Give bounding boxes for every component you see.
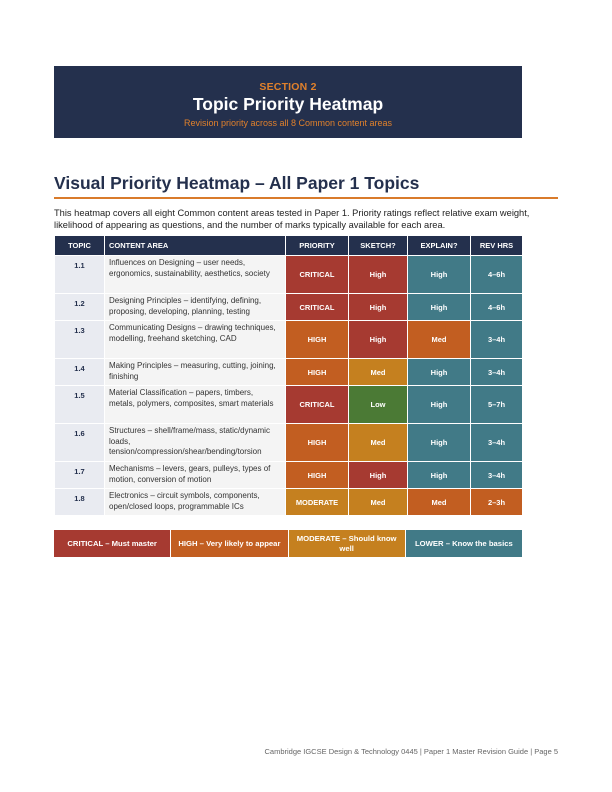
content-area: Designing Principles – identifying, defining, proposing, developing, planning, testing: [105, 294, 286, 321]
priority-cell: HIGH: [286, 424, 349, 462]
topic-number: 1.7: [55, 462, 105, 489]
rev-hrs-cell: 5–7h: [471, 386, 523, 424]
table-row: [55, 462, 523, 489]
explain-cell: High: [408, 359, 471, 386]
explain-cell: Med: [408, 489, 471, 516]
header-explain: EXPLAIN?: [408, 236, 471, 256]
sketch-cell: High: [349, 462, 408, 489]
rev-hrs-cell: 3–4h: [471, 359, 523, 386]
header-topic: TOPIC: [55, 236, 105, 256]
explain-cell: Med: [408, 321, 471, 359]
legend-high: HIGH – Very likely to appear: [171, 530, 288, 557]
explain-cell: High: [408, 294, 471, 321]
priority-cell: HIGH: [286, 321, 349, 359]
sketch-cell: Med: [349, 359, 408, 386]
explain-cell: High: [408, 424, 471, 462]
explain-cell: High: [408, 462, 471, 489]
sketch-cell: High: [349, 294, 408, 321]
priority-cell: CRITICAL: [286, 256, 349, 294]
sketch-cell: Med: [349, 489, 408, 516]
legend-moderate: MODERATE – Should know well: [289, 530, 406, 557]
content-area: Making Principles – measuring, cutting, joining, finishing: [105, 359, 286, 386]
table-row: [55, 489, 523, 516]
priority-legend: [54, 530, 522, 557]
topic-number: 1.3: [55, 321, 105, 359]
rev-hrs-cell: 4–6h: [471, 294, 523, 321]
priority-heatmap-table: [54, 235, 523, 516]
priority-cell: CRITICAL: [286, 386, 349, 424]
rev-hrs-cell: 3–4h: [471, 424, 523, 462]
table-row: [55, 321, 523, 359]
banner-title: Topic Priority Heatmap: [192, 94, 384, 114]
header-rev-hrs: REV HRS: [471, 236, 523, 256]
sketch-cell: High: [349, 256, 408, 294]
priority-cell: CRITICAL: [286, 294, 349, 321]
rev-hrs-cell: 3–4h: [471, 321, 523, 359]
table-header-row: [55, 236, 523, 256]
table-row: [55, 424, 523, 462]
topic-number: 1.6: [55, 424, 105, 462]
header-priority: PRIORITY: [286, 236, 349, 256]
topic-number: 1.1: [55, 256, 105, 294]
content-area: Influences on Designing – user needs, ergonomics, sustainability, aesthetics, society: [105, 256, 286, 294]
topic-number: 1.8: [55, 489, 105, 516]
priority-cell: MODERATE: [286, 489, 349, 516]
explain-cell: High: [408, 256, 471, 294]
table-row: [55, 386, 523, 424]
intro-paragraph: This heatmap covers all eight Common content areas tested in Paper 1. Priority ratings reflect relative exam weight, likelihood of appearing as questions, and the number of marks typically available for each area.: [54, 208, 530, 230]
content-area: Material Classification – papers, timbers, metals, polymers, composites, smart materials: [105, 386, 286, 424]
content-area: Mechanisms – levers, gears, pulleys, types of motion, conversion of motion: [105, 462, 286, 489]
page-footer: Cambridge IGCSE Design & Technology 0445 | Paper 1 Master Revision Guide | Page 5: [264, 747, 558, 756]
content-area: Structures – shell/frame/mass, static/dynamic loads, tension/compression/shear/bending/torsion: [105, 424, 286, 462]
table-row: [55, 294, 523, 321]
section-label: SECTION 2: [259, 81, 317, 93]
section-banner: [54, 66, 522, 138]
rev-hrs-cell: 4–6h: [471, 256, 523, 294]
topic-number: 1.5: [55, 386, 105, 424]
topic-number: 1.2: [55, 294, 105, 321]
topic-number: 1.4: [55, 359, 105, 386]
content-area: Electronics – circuit symbols, components, open/closed loops, programmable ICs: [105, 489, 286, 516]
sketch-cell: High: [349, 321, 408, 359]
rev-hrs-cell: 2–3h: [471, 489, 523, 516]
header-sketch: SKETCH?: [349, 236, 408, 256]
priority-cell: HIGH: [286, 462, 349, 489]
priority-cell: HIGH: [286, 359, 349, 386]
heading-divider: [54, 197, 558, 199]
header-content-area: CONTENT AREA: [105, 236, 286, 256]
table-row: [55, 359, 523, 386]
content-area: Communicating Designs – drawing techniques, modelling, freehand sketching, CAD: [105, 321, 286, 359]
legend-lower: LOWER – Know the basics: [406, 530, 522, 557]
legend-critical: CRITICAL – Must master: [54, 530, 171, 557]
explain-cell: High: [408, 386, 471, 424]
banner-subtitle: Revision priority across all 8 Common content areas: [183, 118, 393, 128]
rev-hrs-cell: 3–4h: [471, 462, 523, 489]
sketch-cell: Med: [349, 424, 408, 462]
sketch-cell: Low: [349, 386, 408, 424]
page-heading: Visual Priority Heatmap – All Paper 1 Topics: [54, 173, 420, 193]
table-row: [55, 256, 523, 294]
